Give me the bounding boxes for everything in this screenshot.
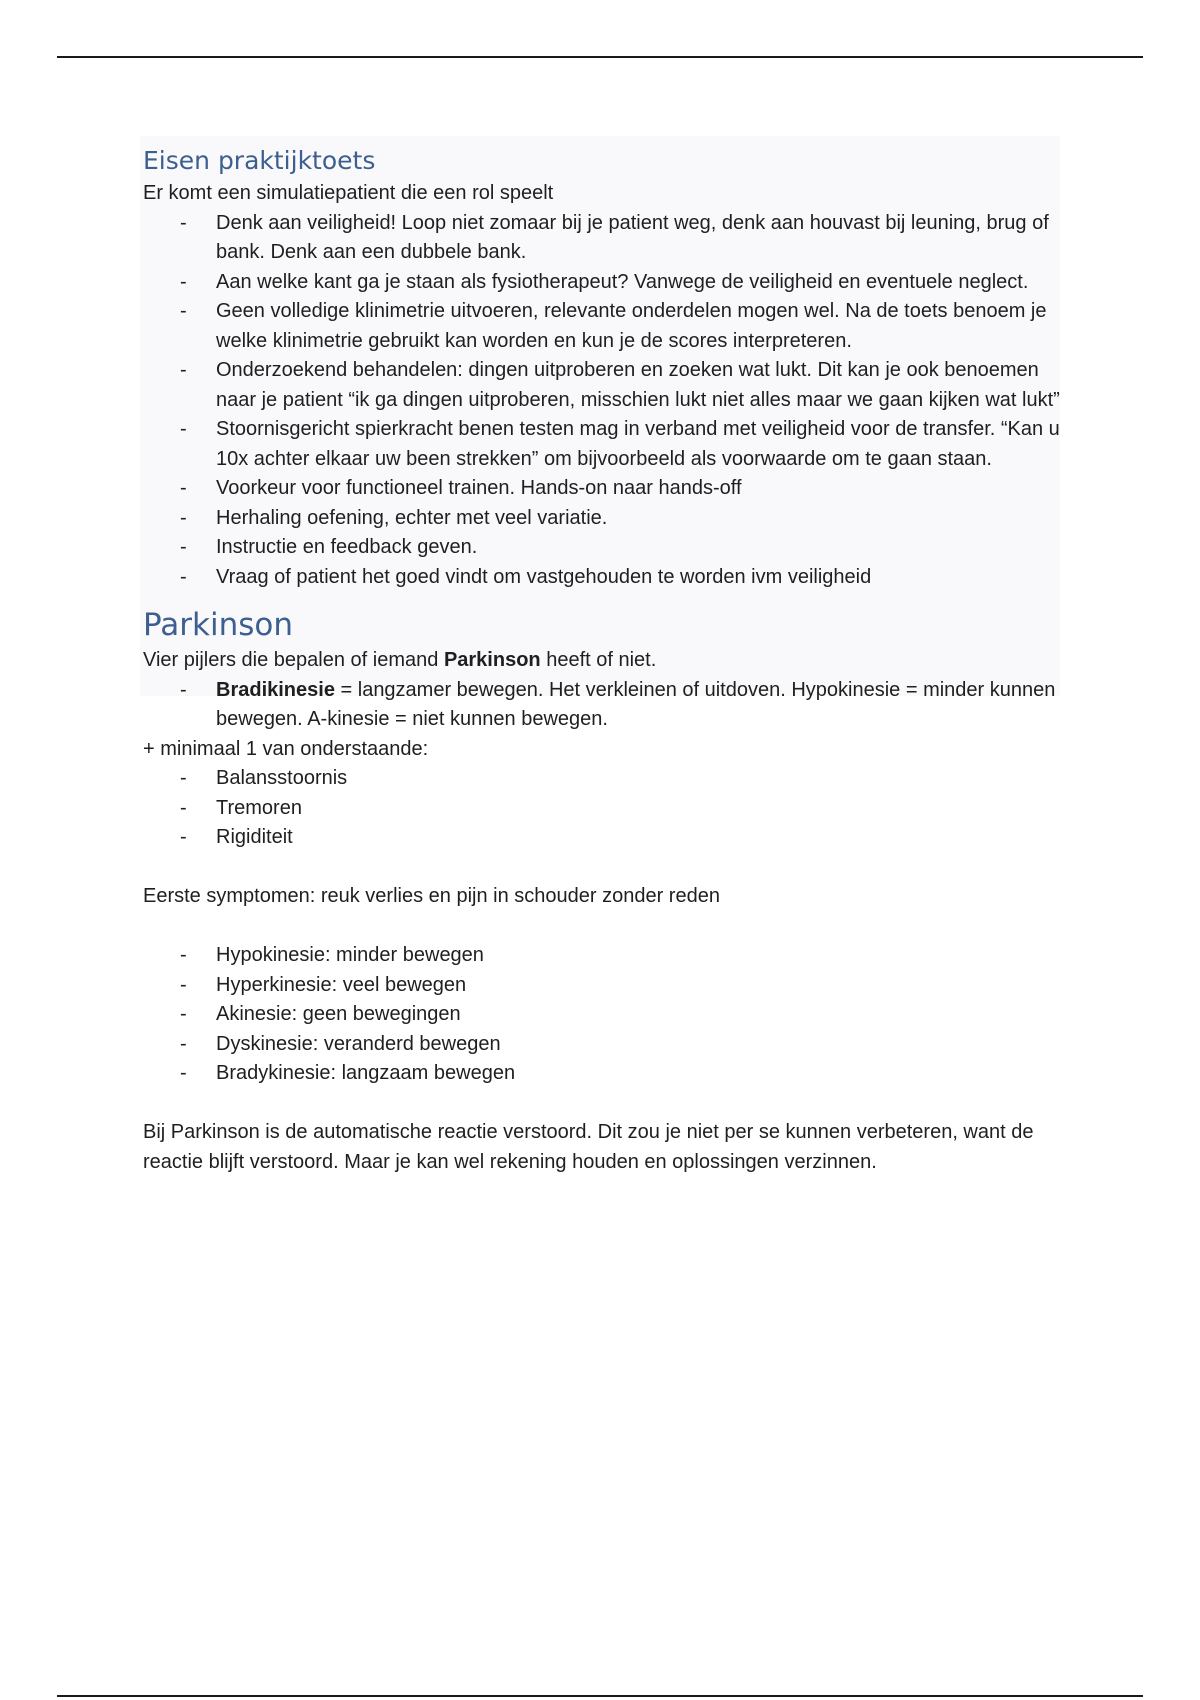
section-heading-parkinson: Parkinson xyxy=(143,607,294,643)
list-item: - Bradikinesie = langzamer bewegen. Het verkleinen of uitdoven. Hypokinesie = minder kunnen bewegen. A-kinesie = niet kunnen bewegen. xyxy=(216,676,1073,735)
bullet-dash: - xyxy=(180,1032,187,1055)
closing-paragraph: Bij Parkinson is de automatische reactie verstoord. Dit zou je niet per se kunnen verbeteren, want de reactie blijft verstoord. Maar je kan wel rekening houden en oplossingen verzinnen. xyxy=(143,1121,1034,1173)
bullet-dash: - xyxy=(180,973,187,996)
footer-rule xyxy=(57,1695,1143,1697)
list-item: - Dyskinesie: veranderd bewegen xyxy=(216,1030,1073,1060)
list-item: - Aan welke kant ga je staan als fysiotherapeut? Vanwege de veiligheid en eventuele neglect. xyxy=(216,268,1073,298)
list-item: - Balansstoornis xyxy=(216,764,1073,794)
bullet-dash: - xyxy=(180,536,187,558)
bullet-dash: - xyxy=(180,1062,187,1084)
list-item: - Hyperkinesie: veel bewegen xyxy=(216,971,1073,1001)
bullet-dash: - xyxy=(180,477,187,499)
list-item: - Denk aan veiligheid! Loop niet zomaar bij je patient weg, denk aan houvast bij leuning, brug of bank. Denk aan een dubbele bank. xyxy=(216,209,1073,268)
bullet-dash: - xyxy=(180,796,187,819)
spacer xyxy=(143,912,1073,942)
list-item: - Akinesie: geen bewegingen xyxy=(216,1000,1073,1030)
bullet-dash: - xyxy=(180,211,187,234)
header-rule xyxy=(57,56,1143,58)
bullet-dash: - xyxy=(180,270,187,293)
list-item: - Voorkeur voor functioneel trainen. Hands-on naar hands-off xyxy=(216,474,1073,504)
first-symptoms: Eerste symptomen: reuk verlies en pijn in schouder zonder reden xyxy=(143,885,720,907)
list-item: - Stoornisgericht spierkracht benen testen mag in verband met veiligheid voor de transfer. “Kan u 10x achter elkaar uw been strekken” om bijvoorbeeld als voorwaarde om te gaan staan. xyxy=(216,415,1073,474)
document-body xyxy=(143,143,1073,1177)
bullet-dash: - xyxy=(180,506,187,529)
pillar-list xyxy=(143,676,1073,735)
section-intro: Er komt een simulatiepatient die een rol speelt xyxy=(143,182,554,204)
list-item: - Geen volledige klinimetrie uitvoeren, relevante onderdelen mogen wel. Na de toets benoem je welke klinimetrie gebruikt kan worden en kun je de scores interpreteren. xyxy=(216,297,1073,356)
parkinson-intro: Vier pijlers die bepalen of iemand Parkinson heeft of niet. xyxy=(143,649,657,671)
list-item: - Instructie en feedback geven. xyxy=(216,533,1073,563)
bullet-dash: - xyxy=(180,1003,187,1025)
bullet-dash: - xyxy=(180,359,187,381)
bullet-dash: - xyxy=(180,565,187,588)
bullet-dash: - xyxy=(180,678,187,701)
list-item: - Vraag of patient het goed vindt om vastgehouden te worden ivm veiligheid xyxy=(216,563,1073,593)
plus-line: + minimaal 1 van onderstaande: xyxy=(143,737,429,760)
requirements-list xyxy=(143,209,1073,593)
list-item: - Onderzoekend behandelen: dingen uitproberen en zoeken wat lukt. Dit kan je ook benoemen naar je patient “ik ga dingen uitproberen, misschien lukt niet alles maar we gaan kijken wat lukt” xyxy=(216,356,1073,415)
bullet-dash: - xyxy=(180,300,187,322)
list-item: - Rigiditeit xyxy=(216,823,1073,853)
bullet-dash: - xyxy=(180,944,187,966)
spacer xyxy=(143,1089,1073,1119)
bullet-dash: - xyxy=(180,767,187,789)
spacer xyxy=(143,853,1073,883)
list-item: - Herhaling oefening, echter met veel variatie. xyxy=(216,504,1073,534)
list-item: - Tremoren xyxy=(216,794,1073,824)
bullet-dash: - xyxy=(180,418,187,440)
bullet-dash: - xyxy=(180,826,187,848)
kinesie-list xyxy=(143,941,1073,1089)
list-item: - Hypokinesie: minder bewegen xyxy=(216,941,1073,971)
section-heading-eisen: Eisen praktijktoets xyxy=(143,146,376,175)
list-item: - Bradykinesie: langzaam bewegen xyxy=(216,1059,1073,1089)
plus-list xyxy=(143,764,1073,853)
